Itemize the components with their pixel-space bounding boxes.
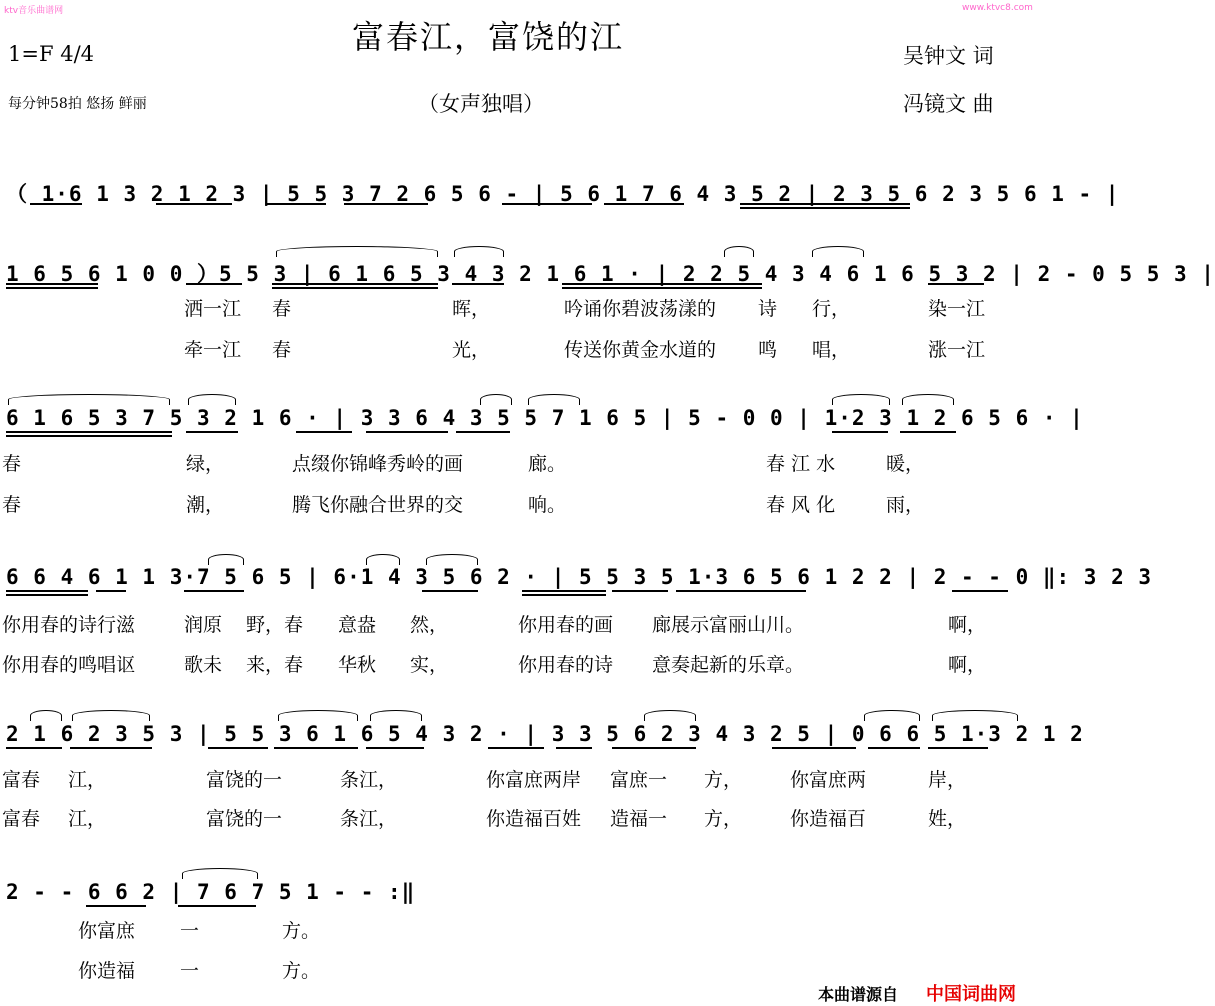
lyric: 春 (2, 494, 22, 516)
key-signature: 1=F 4/4 (8, 42, 94, 66)
lyric: 牵一江 (184, 339, 242, 361)
lyric: 然， (410, 614, 449, 636)
lyricist: 吴钟文 词 (903, 44, 994, 68)
lyric: 春 (272, 298, 292, 320)
song-title: 富春江，富饶的江 (352, 18, 625, 56)
slur (188, 394, 236, 405)
lyric: 染一江 (928, 298, 986, 320)
beam (208, 747, 268, 749)
beam (186, 283, 242, 285)
staff-row-2: 1 6 5 6 1 0 0 ）5 5 3 | 6 1 6 5 3 4 3 2 1 6 1 · | 2 2 5 4 3 4 6 1 6 5 3 2 | 2 - 0 5 5 3 | (6, 262, 1215, 286)
beam (522, 590, 606, 592)
lyric: 江， (68, 769, 107, 791)
lyric: 春 风 化 (766, 494, 836, 516)
lyric: 鸣 (758, 339, 778, 361)
beam (952, 590, 1008, 592)
lyric: 绿， (186, 453, 225, 475)
lyric: 你用春的鸣唱讴 (2, 654, 136, 676)
beam (274, 747, 358, 749)
lyric: 雨， (886, 494, 925, 516)
beam (6, 283, 98, 285)
slur (276, 246, 438, 257)
staff-row-4: 6 6 4 6 1 1 3·7 5 6 5 | 6·1 4 3 5 6 2 · | 5 5 3 5 1·3 6 5 6 1 2 2 | 2 - - 0 ‖: 3 2 3 (6, 565, 1153, 589)
slur (812, 246, 864, 257)
beam (344, 203, 428, 205)
beam (522, 594, 606, 596)
slur (72, 710, 150, 721)
lyric: 你用春的诗行滋 (2, 614, 136, 636)
lyric: 一 (180, 960, 200, 982)
voice-type: （女声独唱） (418, 92, 544, 116)
beam (740, 207, 910, 209)
lyric: 方。 (282, 920, 321, 942)
beam (562, 283, 762, 285)
beam (422, 590, 478, 592)
lyric: 传送你黄金水道的 (564, 339, 717, 361)
slur (370, 710, 422, 721)
beam (366, 747, 424, 749)
lyric: 富春 (2, 769, 41, 791)
slur (454, 246, 504, 257)
lyric: 啊， (948, 654, 987, 676)
beam (186, 431, 238, 433)
lyric: 廊展示富丽山川。 (652, 614, 805, 636)
tempo-marking: 每分钟58拍 悠扬 鲜丽 (8, 96, 147, 112)
slur (182, 868, 258, 879)
beam (928, 747, 988, 749)
beam (928, 283, 984, 285)
lyric: 暖， (886, 453, 925, 475)
slur (724, 246, 754, 257)
beam (70, 747, 152, 749)
beam (612, 747, 696, 749)
lyric: 你造福 (78, 960, 136, 982)
beam (556, 747, 592, 749)
beam (502, 203, 592, 205)
lyric: 姓， (928, 808, 967, 830)
lyric: 诗 (758, 298, 778, 320)
beam (6, 287, 98, 289)
beam (6, 594, 88, 596)
lyric: 富饶的一 (206, 769, 283, 791)
lyric: 一 (180, 920, 200, 942)
lyric: 你富庶 (78, 920, 136, 942)
lyric: 点缀你锦峰秀岭的画 (292, 453, 464, 475)
source-link[interactable]: 中国词曲网 (926, 984, 1016, 1005)
beam (6, 435, 172, 437)
beam (456, 431, 510, 433)
lyric: 方， (704, 769, 743, 791)
beam (868, 747, 920, 749)
lyric: 方。 (282, 960, 321, 982)
beam (178, 905, 256, 907)
lyric: 江， (68, 808, 107, 830)
lyric: 实， (410, 654, 449, 676)
staff-row-1: （ 1·6 1 3 2 1 2 3 | 5 5 3 7 2 6 5 6 - | 5 6 1 7 6 4 3 5 2 | 2 3 5 6 2 3 5 6 1 - | (6, 182, 1120, 206)
lyric: 野，春 (246, 614, 304, 636)
slur (366, 554, 400, 565)
beam (452, 283, 504, 285)
slur (932, 710, 1018, 721)
lyric: 春 (272, 339, 292, 361)
lyric: 条江， (340, 769, 398, 791)
slur (864, 710, 920, 721)
lyric: 晖， (452, 298, 491, 320)
beam (6, 747, 62, 749)
beam (6, 431, 172, 433)
lyric: 方， (704, 808, 743, 830)
composer: 冯镜文 曲 (903, 92, 994, 116)
beam (676, 590, 806, 592)
lyric: 响。 (528, 494, 567, 516)
lyric: 华秋 (338, 654, 377, 676)
lyric: 行， (812, 298, 851, 320)
staff-row-6: 2 - - 6 6 2 | 7 6 7 5 1 - - :‖ (6, 880, 416, 904)
beam (86, 905, 146, 907)
lyric: 意奏起新的乐章。 (652, 654, 805, 676)
beam (156, 203, 232, 205)
beam (184, 590, 244, 592)
lyric: 吟诵你碧波荡漾的 (564, 298, 717, 320)
lyric: 春 江 水 (766, 453, 836, 475)
beam (30, 203, 82, 205)
slur (426, 554, 478, 565)
lyric: 啊， (948, 614, 987, 636)
lyric: 你用春的诗 (518, 654, 614, 676)
beam (612, 590, 668, 592)
lyric: 歌未 (184, 654, 223, 676)
lyric: 润原 (184, 614, 223, 636)
lyric: 唱， (812, 339, 851, 361)
lyric: 意盎 (338, 614, 377, 636)
lyric: 你富庶两岸 (486, 769, 582, 791)
slur (480, 394, 512, 405)
lyric: 富饶的一 (206, 808, 283, 830)
slur (278, 710, 358, 721)
slur (528, 394, 580, 405)
lyric: 富庶一 (610, 769, 668, 791)
lyric: 岸， (928, 769, 967, 791)
beam (272, 283, 438, 285)
beam (772, 747, 856, 749)
slur (832, 394, 890, 405)
lyric: 你用春的画 (518, 614, 614, 636)
lyric: 富春 (2, 808, 41, 830)
beam (96, 590, 126, 592)
beam (562, 287, 762, 289)
lyric: 造福一 (610, 808, 668, 830)
beam (6, 590, 88, 592)
slur (208, 554, 244, 565)
lyric: 腾飞你融合世界的交 (292, 494, 464, 516)
beam (488, 747, 544, 749)
lyric: 你富庶两 (790, 769, 867, 791)
beam (366, 431, 448, 433)
watermark-left: ktv音乐曲谱网 (4, 6, 64, 16)
slur (30, 710, 62, 721)
lyric: 条江， (340, 808, 398, 830)
slur (902, 394, 954, 405)
beam (604, 203, 684, 205)
lyric: 洒一江 (184, 298, 242, 320)
slur (8, 394, 170, 405)
staff-row-3: 6 1 6 5 3 7 5 3 2 1 6 · | 3 3 6 4 3 5 5 7 1 6 5 | 5 - 0 0 | 1·2 3 1 2 6 5 6 · | (6, 406, 1084, 430)
lyric: 春 (2, 453, 22, 475)
beam (832, 431, 888, 433)
lyric: 你造福百姓 (486, 808, 582, 830)
lyric: 来，春 (246, 654, 304, 676)
watermark-right: www.ktvc8.com (962, 3, 1033, 13)
lyric: 涨一江 (928, 339, 986, 361)
slur (644, 710, 696, 721)
beam (900, 431, 956, 433)
source-label: 本曲谱源自 (818, 985, 899, 1004)
lyric: 廊。 (528, 453, 567, 475)
beam (272, 287, 438, 289)
beam (740, 203, 910, 205)
lyric: 光， (452, 339, 491, 361)
lyric: 潮， (186, 494, 225, 516)
beam (266, 203, 326, 205)
lyric: 你造福百 (790, 808, 867, 830)
beam (296, 431, 352, 433)
staff-row-5: 2 1 6 2 3 5 3 | 5 5 3 6 1 6 5 4 3 2 · | 3 3 5 6 2 3 4 3 2 5 | 0 6 6 5 1·3 2 1 2 (6, 722, 1084, 746)
